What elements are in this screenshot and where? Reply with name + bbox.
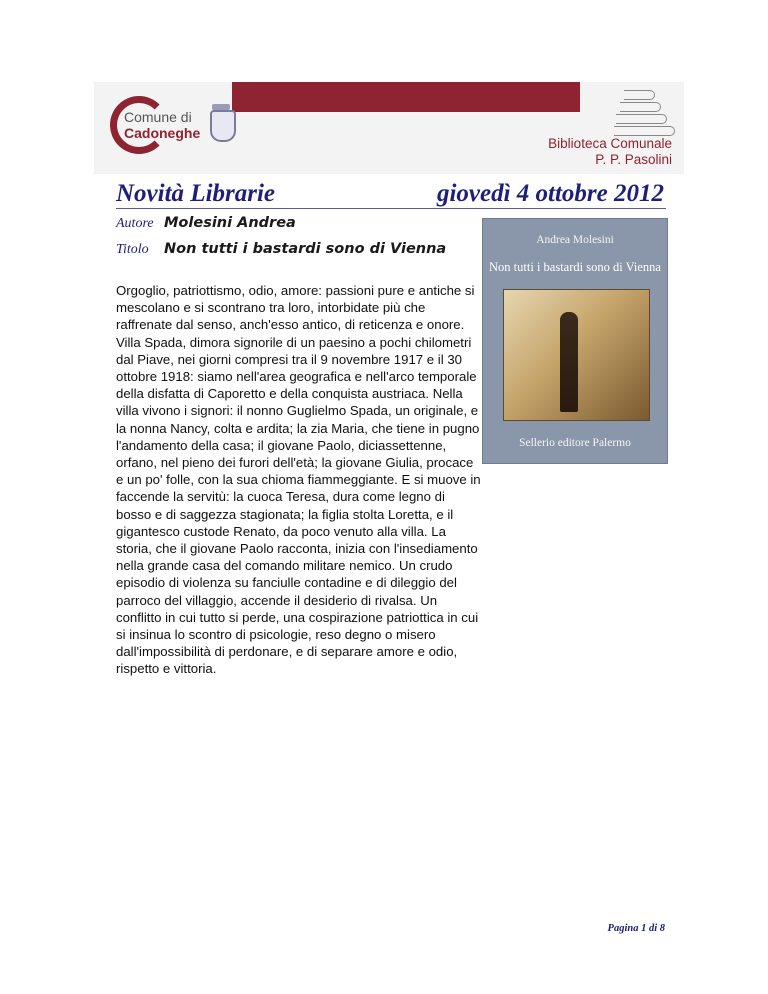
- cover-title: Non tutti i bastardi sono di Vienna: [489, 260, 661, 274]
- municipality-line1: Comune di: [124, 109, 192, 125]
- library-line1: Biblioteca Comunale: [548, 136, 672, 151]
- library-logo-icon: [614, 86, 678, 136]
- library-name: [548, 136, 672, 168]
- author-value: Molesini Andrea: [164, 215, 296, 231]
- cover-painting: [503, 289, 650, 421]
- page-number: Pagina 1 di 8: [607, 923, 665, 934]
- header-accent-bar: [232, 82, 580, 112]
- library-line2: P. P. Pasolini: [595, 152, 672, 167]
- municipality-logo: [110, 96, 250, 160]
- cover-publisher: Sellerio editore Palermo: [519, 437, 631, 449]
- section-title: Novità Librarie: [116, 180, 276, 207]
- book-description: Orgoglio, patriottismo, odio, amore: passioni pure e antiche si mescolano e si scontrano tra loro, intorbidate più che raffrenate dal senso, anch'esso antico, di reticenza e onore. Villa Spada, dimora signorile di un paesino a pochi chilometri dal Piave, nei giorni compresi tra il 9 novembre 1917 e il 30 ottobre 1918: siamo nell'area geografica e nell'arco temporale della disfatta di Caporetto e della conquista austriaca. Nella villa vivono i signori: il nonno Guglielmo Spada, un originale, e la nonna Nancy, colta e ardita; la zia Maria, che tiene in pugno l'andamento della casa; il giovane Paolo, diciassettenne, orfano, nel pieno dei furori dell'età; la giovane Giulia, procace e un po' folle, con la sua chioma fiammeggiante. E si muove in faccende la servitù: la cuoca Teresa, dura come legno di bosso e di saggezza stagionata; la figlia stolta Loretta, e il gigantesco custode Renato, da poco venuto alla villa. La storia, che il giovane Paolo racconta, inizia con l'insediamento nella grande casa del comando militare nemico. Un crudo episodio di violenza su fanciulle contadine e di dileggio del parroco del villaggio, accende il desiderio di rivalsa. Un conflitto in cui tutto si perde, una cospirazione patriottica in cui si insinua lo scontro di psicologie, reso degno o misero dall'impossibilità di perdonare, e di separare amore e odio, rispetto e vittoria.: [116, 283, 481, 677]
- title-value: Non tutti i bastardi sono di Vienna: [164, 241, 447, 257]
- book-cover: [482, 218, 668, 464]
- municipality-line2: Cadoneghe: [124, 125, 201, 141]
- author-label: Autore: [116, 216, 154, 231]
- cover-author: Andrea Molesini: [536, 234, 614, 246]
- title-label: Titolo: [116, 242, 149, 257]
- crest-icon: [210, 110, 236, 142]
- page-date: giovedì 4 ottobre 2012: [436, 180, 664, 207]
- cover-figure-icon: [560, 312, 578, 412]
- heading-divider: [116, 208, 666, 209]
